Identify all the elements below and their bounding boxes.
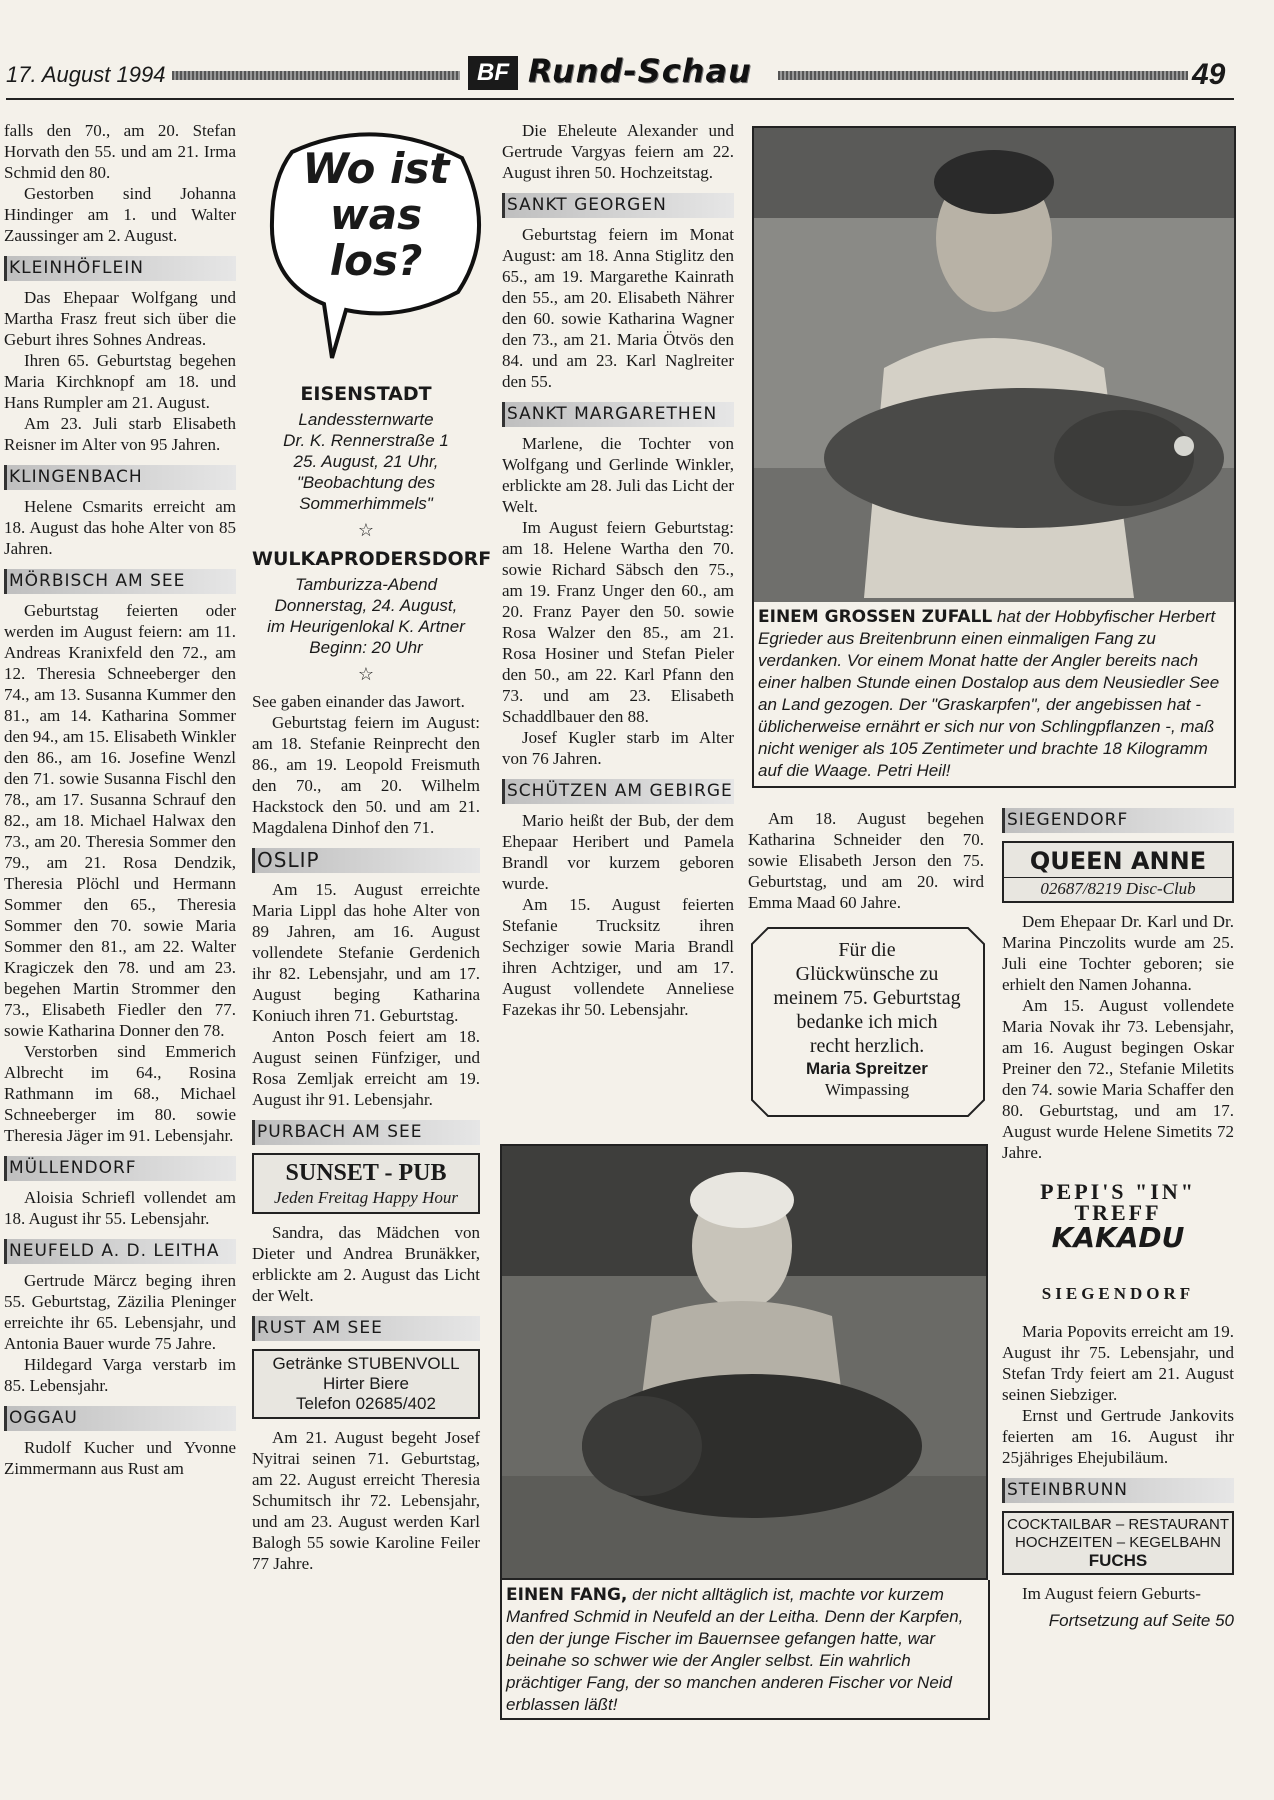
photo1-caption bbox=[752, 602, 1236, 788]
section-heading: OGGAU bbox=[4, 1406, 236, 1431]
speech-bubble bbox=[262, 122, 486, 360]
section-heading: MÜLLENDORF bbox=[4, 1156, 236, 1181]
pepis-treff-ad bbox=[1002, 1171, 1234, 1317]
queen-anne-ad bbox=[1002, 841, 1234, 903]
column-5 bbox=[1002, 808, 1234, 1631]
star-icon: ☆ bbox=[357, 520, 375, 540]
event-line: Dr. K. Rennerstraße 1 bbox=[283, 431, 449, 450]
issue-date: 17. August 1994 bbox=[6, 62, 166, 87]
paragraph: Am 18. August begehen Katharina Schneider den 70. sowie Elisabeth Jerson den 75. Geburtstag, und am 20. wird Emma Maad 60 Jahre. bbox=[748, 809, 984, 912]
event-line: Donnerstag, 24. August, bbox=[274, 596, 458, 615]
ad-arc-text: PEPI'S "IN" TREFF bbox=[1040, 1179, 1196, 1225]
section-heading: STEINBRUNN bbox=[1002, 1478, 1234, 1503]
paragraph: Maria Popovits erreicht am 19. August ihr 75. Lebensjahr, und Stefan Trdy feiert am 21. August seinen Siebziger. bbox=[1002, 1322, 1234, 1404]
photo2-caption bbox=[500, 1580, 990, 1720]
paragraph: Hildegard Varga verstarb im 85. Lebensjahr. bbox=[4, 1355, 236, 1395]
paragraph: Anton Posch feiert am 18. August seinen Fünfziger, und Rosa Zemljak erreicht am 19. August ihr 91. Lebensjahr. bbox=[252, 1027, 480, 1109]
paragraph: Marlene, die Tochter von Wolfgang und Gerlinde Winkler, erblickte am 28. Juli das Licht der Welt. bbox=[502, 434, 734, 516]
paragraph: Sandra, das Mädchen von Dieter und Andrea Brunäkker, erblickte am 2. August das Licht der Welt. bbox=[252, 1223, 480, 1305]
paragraph: Am 15. August erreichte Maria Lippl das hohe Alter von 89 Jahren, am 16. August vollendete Stefanie Gerdenich ihr 82. Lebensjahr, und am 17. August beging Katharina Koniuch ihren 71. Geburtstag. bbox=[252, 880, 480, 1025]
caption-bold: EINEM GROSSEN ZUFALL bbox=[758, 607, 993, 627]
section-heading: MÖRBISCH AM SEE bbox=[4, 569, 236, 594]
paragraph: Verstorben sind Emmerich Albrecht im 64., Rosina Rathmann im 68., Michael Schneeberger im 80. sowie Theresia Jäger im 91. Lebensjahr. bbox=[4, 1042, 236, 1145]
paragraph: See gaben einander das Jawort. bbox=[252, 692, 465, 711]
paragraph: Rudolf Kucher und Yvonne Zimmermann aus Rust am bbox=[4, 1438, 236, 1478]
caption-text: der nicht alltäglich ist, machte vor kurzem Manfred Schmid in Neufeld an der Leitha. Denn der Karpfen, den der junge Fischer im Bauernsee gefangen hatte, war beinahe so schwer wie der Angler selbst. Ein wahrlich prächtiger Fang, der so manchen anderen Fischer vor Neid erblassen läßt! bbox=[506, 1585, 964, 1714]
paragraph: Am 21. August begeht Josef Nyitrai seinen 71. Geburtstag, am 22. August erreicht Theresia Schumitsch ihr 72. Lebensjahr, und am 23. August werden Karl Balogh 55 sowie Karoline Feiler 77 Jahre. bbox=[252, 1428, 480, 1573]
paragraph: Gertrude Märcz beging ihren 55. Geburtstag, Zäzilia Pleninger erreichte ihr 65. Lebensjahr, und Antonia Bauer wurde 75 Jahre. bbox=[4, 1271, 236, 1353]
event-line: Landessternwarte bbox=[298, 410, 434, 429]
stubenvoll-ad bbox=[252, 1349, 480, 1419]
paragraph: Geburtstag feierten oder werden im August feiern: am 11. Andreas Kranixfeld den 72., am 12. Theresia Schneeberger den 74., am 13. Susanna Kummer den 81., am 14. Katharina Sommer den 94., am 15. Elisabeth Winkler den 86., am 16. Josefine Wenzl den 71. sowie Susanna Fischl den 78., am 17. Susanna Schrauf den 82., am 18. Michael Halwax den 73., am 20. Theresia Sommer den 79., am 21. Rosa Dendzik, Theresia Plöchl und Hermann Sommer den 65., Theresia Sommer den 70. sowie Maria Sommer den 81., am 22. Walter Kragiczek den 78. und am 23. begehen Martin Strommer den 73., Elisabeth Fiedler den 77. sowie Katharina Donner den 78. bbox=[4, 601, 236, 1040]
section-heading: PURBACH AM SEE bbox=[252, 1120, 480, 1145]
continuation-note: Fortsetzung auf Seite 50 bbox=[1048, 1611, 1234, 1630]
thanks-notice bbox=[748, 924, 986, 1120]
section-heading: SCHÜTZEN AM GEBIRGE bbox=[502, 779, 734, 804]
caption-text: hat der Hobbyfischer Herbert Egrieder aus Breitenbrunn einen einmaligen Fang zu verdanken. Vor einem Monat hatte der Angler bereits nach einer halben Stunde einen Dostalop aus dem Neusiedler See an Land gezogen. Der "Graskarpfen", der angebissen hat - üblicherweise ernährt er sich nur von Schlingpflanzen -, maß nicht weniger als 105 Zentimeter und brachte 18 Kilogramm auf die Waage. Petri Heil! bbox=[758, 607, 1220, 780]
ad-subtitle: 02687/8219 Disc-Club bbox=[1004, 877, 1232, 899]
event-line: Beginn: 20 Uhr bbox=[309, 638, 423, 657]
paragraph: Am 15. August vollendete Maria Novak ihr 73. Lebensjahr, am 16. August begingen Oskar Preiner den 72., Stefanie Miletits den 74. sowie Maria Schaffer den 80. Geburtstag, und am 17. August wurde Helene Simetits 72 Jahre. bbox=[1002, 996, 1234, 1162]
header-rule-right bbox=[778, 71, 1188, 80]
event-place: EISENSTADT bbox=[300, 383, 432, 405]
notice-line: meinem 75. Geburtstag bbox=[773, 987, 961, 1009]
caption-bold: EINEN FANG, bbox=[506, 1585, 628, 1605]
column-3 bbox=[502, 120, 734, 1020]
bf-logo: BF bbox=[468, 56, 518, 90]
paragraph: Ernst und Gertrude Jankovits feierten am 16. August ihr 25jähriges Ehejubiläum. bbox=[1002, 1406, 1234, 1467]
photo-young-fisher-karpfen bbox=[500, 1144, 988, 1580]
column-1 bbox=[4, 120, 236, 1479]
paragraph: falls den 70., am 20. Stefan Horvath den 55. und am 21. Irma Schmid den 80. bbox=[4, 121, 236, 182]
ad-title: QUEEN ANNE bbox=[1029, 847, 1207, 875]
ad-line: Hirter Biere bbox=[323, 1374, 409, 1393]
section-heading: SIEGENDORF bbox=[1002, 808, 1234, 833]
ad-line: HOCHZEITEN – KEGELBAHN bbox=[1015, 1534, 1221, 1551]
paragraph: Am 15. August feierten Stefanie Trucksitz ihren Sechziger sowie Maria Brandl ihren Achtziger, und am 17. August vollendete Anneliese Fazekas ihr 50. Lebensjahr. bbox=[502, 895, 734, 1019]
paragraph: Josef Kugler starb im Alter von 76 Jahren. bbox=[502, 728, 734, 768]
paragraph: Geburtstag feiern im August: am 18. Stefanie Reinprecht den 86., am 19. Leopold Freismuth den 70., am 20. Wilhelm Hackstock den 50. und am 21. Magdalena Dinhof den 71. bbox=[252, 713, 480, 837]
notice-name: Maria Spreitzer bbox=[806, 1059, 928, 1078]
notice-line: Glückwünsche zu bbox=[795, 963, 939, 985]
paragraph: Aloisia Schriefl vollendet am 18. August ihr 55. Lebensjahr. bbox=[4, 1188, 236, 1228]
notice-line: Für die bbox=[838, 939, 896, 961]
photo-fisherman-graskarpfen bbox=[752, 126, 1236, 604]
paragraph: Geburtstag feiern im Monat August: am 18. Anna Stiglitz den 65., am 19. Margarethe Kainrath den 55., am 20. Elisabeth Nährer den 60. sowie Katharina Wagner den 73., am 21. Maria Ötvös den 84. und am 23. Karl Naglreiter den 55. bbox=[502, 225, 734, 391]
section-heading: KLINGENBACH bbox=[4, 465, 236, 490]
event-line: im Heurigenlokal K. Artner bbox=[267, 617, 465, 636]
paragraph: Mario heißt der Bub, der dem Ehepaar Heribert und Pamela Brandl vor kurzem geboren wurde. bbox=[502, 811, 734, 893]
event-place: WULKAPRODERSDORF bbox=[252, 548, 492, 570]
notice-line: bedanke ich mich bbox=[796, 1011, 938, 1033]
event-line: 25. August, 21 Uhr, bbox=[293, 452, 439, 471]
paragraph: Im August feiern Geburts- bbox=[1022, 1584, 1201, 1603]
page-number: 49 bbox=[1192, 58, 1226, 91]
paragraph: Am 23. Juli starb Elisabeth Reisner im Alter von 95 Jahren. bbox=[4, 414, 236, 454]
event-line: "Beobachtung des bbox=[296, 473, 436, 492]
sunset-pub-ad bbox=[252, 1153, 480, 1214]
ad-line: Getränke STUBENVOLL bbox=[272, 1354, 460, 1373]
ad-line: Telefon 02685/402 bbox=[296, 1394, 436, 1413]
ad-line: COCKTAILBAR – RESTAURANT bbox=[1007, 1516, 1229, 1533]
paragraph: Gestorben sind Johanna Hindinger am 1. und Walter Zaussinger am 2. August. bbox=[4, 184, 236, 245]
section-heading: NEUFELD A. D. LEITHA bbox=[4, 1239, 236, 1264]
page-title: Rund-Schau bbox=[528, 52, 752, 90]
section-heading: SANKT MARGARETHEN bbox=[502, 402, 734, 427]
fuchs-ad bbox=[1002, 1511, 1234, 1575]
section-heading: OSLIP bbox=[252, 848, 480, 873]
notice-text bbox=[754, 938, 980, 1100]
young-fisher-photo-icon bbox=[502, 1146, 986, 1578]
event-line: Tamburizza-Abend bbox=[294, 575, 438, 594]
paragraph: Dem Ehepaar Dr. Karl und Dr. Marina Pinczolits wurde am 25. Juli eine Tochter geboren; sie erhielt den Namen Johanna. bbox=[1002, 912, 1234, 994]
notice-place: Wimpassing bbox=[824, 1080, 910, 1099]
star-icon: ☆ bbox=[357, 664, 375, 684]
ad-title: SUNSET - PUB bbox=[285, 1160, 447, 1186]
paragraph: Das Ehepaar Wolfgang und Martha Frasz freut sich über die Geburt ihres Sohnes Andreas. bbox=[4, 288, 236, 349]
header-divider bbox=[6, 98, 1234, 100]
ad-subtitle: Jeden Freitag Happy Hour bbox=[274, 1188, 458, 1207]
paragraph: Im August feiern Geburtstag: am 18. Helene Wartha den 70. sowie Richard Säbsch den 75., am 19. Franz Unger den 60., am 20. Franz Payer den 50. sowie Rosa Walzer den 85., am 21. Rosa Hosiner und Stefan Pieler den 50., am 22. Karl Pfann den 73. und am 23. Elisabeth Schaddlbauer den 88. bbox=[502, 518, 734, 726]
fisherman-photo-icon bbox=[754, 128, 1234, 602]
section-heading: SANKT GEORGEN bbox=[502, 193, 734, 218]
column-2 bbox=[252, 376, 492, 1574]
column-4 bbox=[748, 808, 984, 913]
paragraph: Die Eheleute Alexander und Gertrude Vargyas feiern am 22. August ihren 50. Hochzeitstag. bbox=[502, 121, 734, 182]
section-heading: KLEINHÖFLEIN bbox=[4, 256, 236, 281]
paragraph: Helene Csmarits erreicht am 18. August das hohe Alter von 85 Jahren. bbox=[4, 497, 236, 558]
header-rule-left bbox=[172, 71, 460, 80]
paragraph: Ihren 65. Geburtstag begehen Maria Kirchknopf am 18. und Hans Rumpler am 21. August. bbox=[4, 351, 236, 412]
ad-place: SIEGENDORF bbox=[1041, 1284, 1195, 1303]
notice-line: recht herzlich. bbox=[809, 1035, 925, 1057]
bubble-text: Wo ist was los? bbox=[302, 144, 450, 285]
kakadu-logo: KAKADU bbox=[1051, 1221, 1185, 1254]
section-heading: RUST AM SEE bbox=[252, 1316, 480, 1341]
ad-line: FUCHS bbox=[1088, 1551, 1148, 1570]
event-line: Sommerhimmels" bbox=[299, 494, 433, 513]
